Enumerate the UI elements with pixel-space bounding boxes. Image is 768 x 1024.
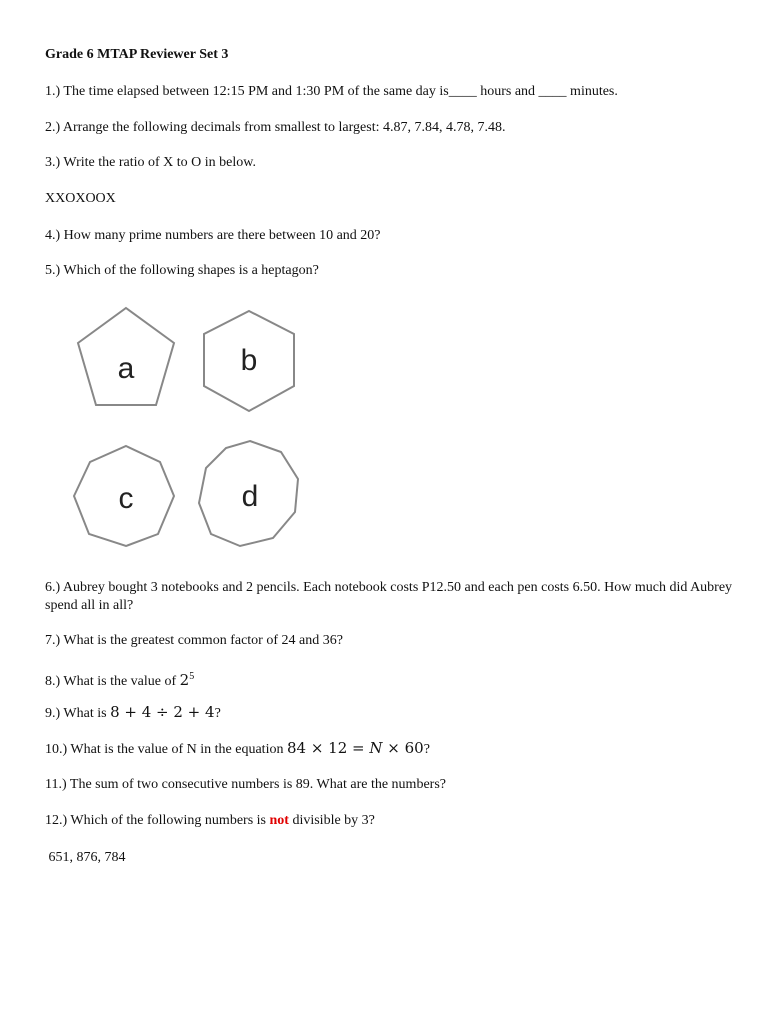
question-9-prefix: 9.) What is — [45, 706, 111, 721]
question-8-base: 2 — [179, 671, 190, 689]
question-1: 1.) The time elapsed between 12:15 PM and 1:30 PM of the same day is____ hours and ____ minutes. — [45, 84, 618, 99]
shape-label-a: a — [117, 352, 135, 385]
question-10-variable: N — [369, 739, 383, 757]
question-6: 6.) Aubrey bought 3 notebooks and 2 pencils. Each notebook costs P12.50 and each pen costs 6.50. How much did Aubrey spend all in all? — [45, 580, 733, 613]
shape-label-c: c — [118, 482, 134, 515]
question-12-prefix: 12.) Which of the following numbers is — [45, 813, 270, 828]
question-9-suffix: ? — [214, 706, 221, 721]
shape-label-d: d — [241, 480, 259, 513]
question-2: 2.) Arrange the following decimals from smallest to largest: 4.87, 7.84, 4.78, 7.48. — [45, 120, 506, 135]
question-9 — [45, 703, 221, 723]
question-12-options: 651, 876, 784 — [45, 850, 126, 865]
question-4: 4.) How many prime numbers are there between 10 and 20? — [45, 228, 381, 243]
question-10-right: × 60 — [382, 739, 424, 757]
question-5: 5.) Which of the following shapes is a heptagon? — [45, 263, 319, 278]
question-12-suffix: divisible by 3? — [288, 813, 375, 828]
question-10 — [45, 739, 430, 759]
question-12-emphasis: not — [269, 813, 289, 828]
polygon-shapes-figure — [66, 298, 331, 558]
question-9-expression: 8 + 4 ÷ 2 + 4 — [110, 703, 215, 721]
question-3: 3.) Write the ratio of X to O in below. — [45, 155, 256, 170]
question-8 — [45, 668, 194, 691]
question-7: 7.) What is the greatest common factor of 24 and 36? — [45, 633, 343, 648]
question-10-prefix: 10.) What is the value of N in the equation — [45, 742, 287, 757]
shape-label-b: b — [240, 344, 258, 377]
question-8-exponent: 5 — [189, 671, 195, 682]
worksheet-title: Grade 6 MTAP Reviewer Set 3 — [45, 47, 229, 62]
question-10-left: 84 × 12 = — [286, 739, 370, 757]
question-3-sequence: XXOXOOX — [45, 191, 116, 206]
question-11: 11.) The sum of two consecutive numbers is 89. What are the numbers? — [45, 777, 446, 792]
question-10-suffix: ? — [423, 742, 430, 757]
question-8-prefix: 8.) What is the value of — [45, 674, 180, 689]
question-12 — [45, 812, 375, 830]
